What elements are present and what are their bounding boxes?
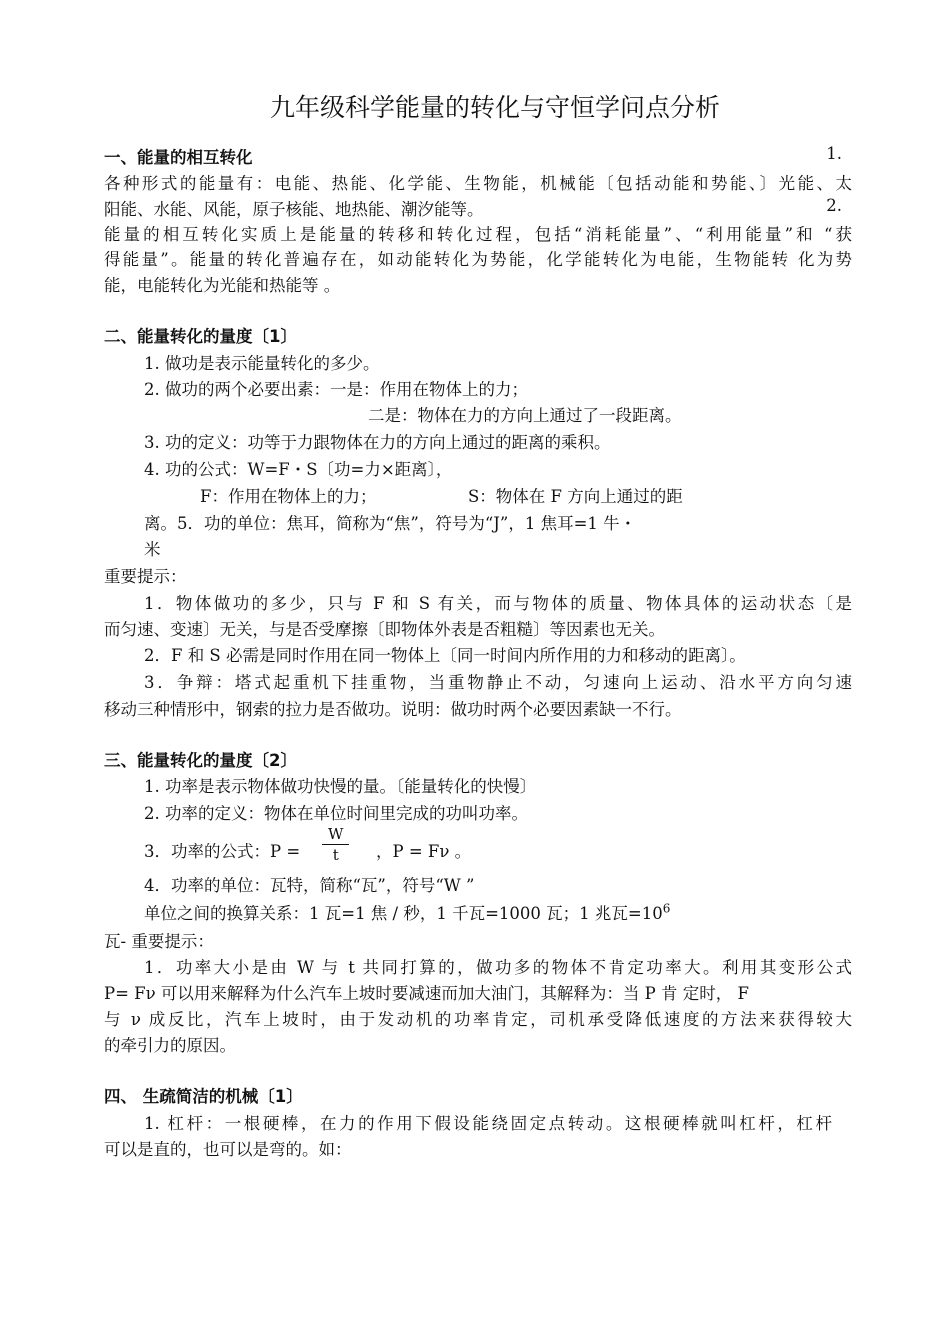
section-3-item-3b: ，P = Fν 。 xyxy=(376,842,472,861)
section-2-item-4e: 米 xyxy=(144,540,161,559)
section-3-tip-1b: P= Fν 可以用来解释为什么汽车上坡时要减速而加大油门，其解释为：当 P 肯 定时， F xyxy=(104,984,749,1003)
section-1-line-4: 得能量”。能量的转化普遍存在，如动能转化为势能，化学能转化为电能，生物能转 化为势 xyxy=(104,250,852,269)
section-3-tip-1a: 1．功率大小是由 W 与 t 共同打算的，做功多的物体不肯定功率大。利用其变形公式 xyxy=(144,958,852,977)
section-3-item-5b: 瓦- 重要提示： xyxy=(104,932,214,951)
section-2-tip-1b: 而匀速、变速〕无关，与是否受摩擦〔即物体外表是否粗糙〕等因素也无关。 xyxy=(104,620,665,639)
section-2-tip-3a: 3．争辩：塔式起重机下挂重物，当重物静止不动，匀速向上运动、沿水平方向匀速 xyxy=(144,673,852,692)
section-3-item-4: 4．功率的单位：瓦特，简称“瓦”，符号“W ” xyxy=(144,876,475,895)
section-3-item-5-text: 单位之间的换算关系：1 瓦=1 焦 / 秒，1 千瓦=1000 瓦；1 兆瓦=10 xyxy=(144,904,663,923)
section-2-item-2: 2. 做功的两个必要出素：一是：作用在物体上的力； xyxy=(144,380,528,399)
section-2-item-4: 4. 功的公式：W=F・S〔功=力×距离〕， xyxy=(144,460,453,479)
section-1-line-1: 各种形式的能量有：电能、热能、化学能、生物能，机械能〔包括动能和势能、〕光能、太 xyxy=(104,174,852,193)
section-2-item-2b: 二是：物体在力的方向上通过了一段距离。 xyxy=(368,406,682,425)
section-2-tip-1a: 1．物体做功的多少，只与 F 和 S 有关，而与物体的质量、物体具体的运动状态〔是 xyxy=(144,594,852,613)
fraction-numerator: W xyxy=(322,824,349,845)
section-3-item-1: 1. 功率是表示物体做功快慢的量。〔能量转化的快慢〕 xyxy=(144,777,537,796)
section-3-heading: 三、能量转化的量度〔2〕 xyxy=(104,751,297,770)
section-3-item-5-exponent: 6 xyxy=(662,901,671,916)
section-2-item-4d: 离。5．功的单位：焦耳，简称为“焦”，符号为“J”，1 焦耳=1 牛・ xyxy=(144,514,637,533)
section-2-item-3: 3. 功的定义：功等于力跟物体在力的方向上通过的距离的乘积。 xyxy=(144,433,611,452)
section-4-heading: 四、 生疏简洁的机械〔1〕 xyxy=(104,1087,303,1106)
section-2-tip-2: 2．F 和 S 必需是同时作用在同一物体上〔同一时间内所作用的力和移动的距离〕。 xyxy=(144,646,746,665)
section-2-item-4c: S：物体在 F 方向上通过的距 xyxy=(468,487,683,506)
section-2-item-1: 1. 做功是表示能量转化的多少。 xyxy=(144,354,380,373)
section-1-line-3: 能量的相互转化实质上是能量的转移和转化过程，包括“消耗能量”、“利用能量”和 “获 xyxy=(104,225,852,244)
section-2-item-4b: F：作用在物体上的力； xyxy=(200,487,377,506)
section-2-tip-label: 重要提示： xyxy=(104,567,187,586)
section-1-line-5: 能，电能转化为光能和热能等 。 xyxy=(104,276,341,295)
section-3-item-5 xyxy=(144,900,670,924)
document-title: 九年级科学能量的转化与守恒学问点分析 xyxy=(269,93,720,122)
section-1-number-1: 1. xyxy=(826,144,842,163)
section-3-tip-1c: 与 ν 成反比，汽车上坡时，由于发动机的功率肯定，司机承受降低速度的方法来获得较大 xyxy=(104,1010,852,1029)
section-1-heading: 一、能量的相互转化 xyxy=(104,148,253,167)
section-2-heading: 二、能量转化的量度〔1〕 xyxy=(104,327,297,346)
power-formula-fraction xyxy=(322,824,349,865)
section-1-number-2: 2. xyxy=(826,196,842,215)
section-2-tip-3b: 移动三种情形中，钢索的拉力是否做功。说明：做功时两个必要因素缺一不行。 xyxy=(104,700,682,719)
section-4-item-1a: 1. 杠杆：一根硬棒，在力的作用下假设能绕固定点转动。这根硬棒就叫杠杆，杠杆 xyxy=(144,1114,832,1133)
section-4-item-1b: 可以是直的，也可以是弯的。如： xyxy=(104,1140,352,1159)
section-1-line-2: 阳能、水能、风能，原子核能、地热能、潮汐能等。 xyxy=(104,200,484,219)
section-3-tip-1d: 的牵引力的原因。 xyxy=(104,1036,236,1055)
fraction-denominator: t xyxy=(332,846,339,864)
section-3-item-3a: 3．功率的公式：P = xyxy=(144,842,301,861)
section-3-item-2: 2. 功率的定义：物体在单位时间里完成的功叫功率。 xyxy=(144,804,528,823)
